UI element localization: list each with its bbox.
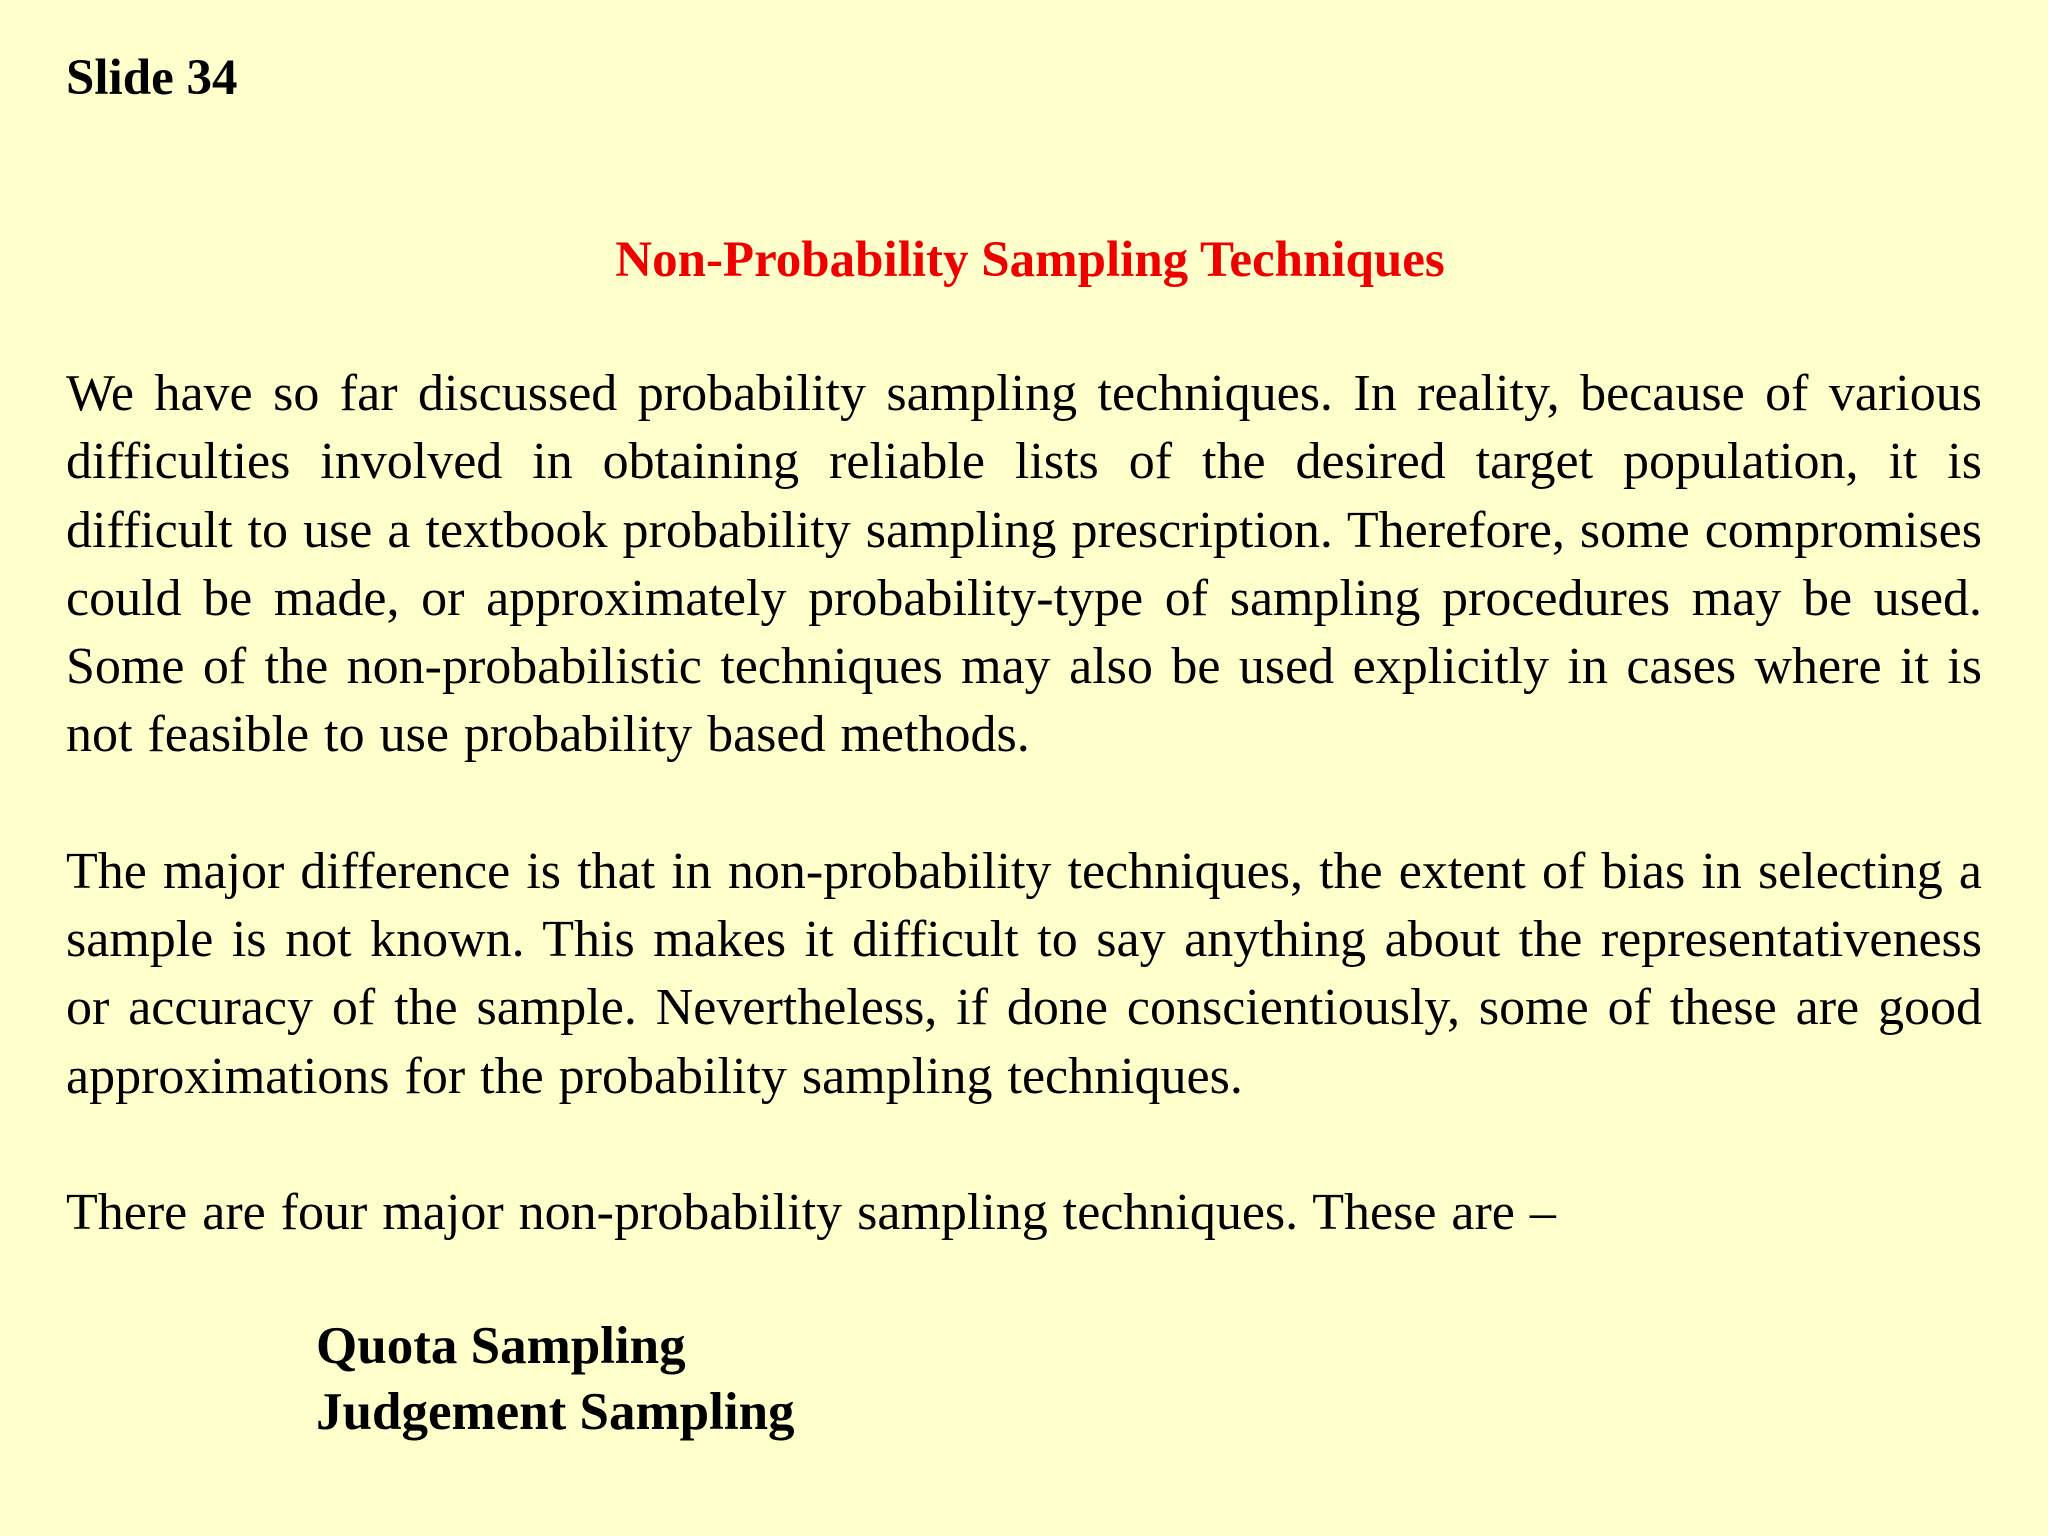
slide-title: Non-Probability Sampling Techniques: [615, 232, 1445, 288]
slide-number-label: Slide 34: [66, 50, 238, 106]
paragraph-major-difference: The major difference is that in non-probability techniques, the extent of bias in selecting a sample is not known. This makes it difficult to say anything about the representativeness or accuracy of the sample. Nevertheless, if done conscientiously, some of these are good approximations for the probability sampling techniques.: [66, 842, 1982, 1105]
techniques-list: [316, 1313, 1982, 1445]
paragraph-four-techniques: There are four major non-probability sampling techniques. These are –: [66, 1183, 1556, 1241]
technique-item-quota: Quota Sampling: [316, 1317, 686, 1376]
paragraph-intro: We have so far discussed probability sampling techniques. In reality, because of various difficulties involved in obtaining reliable lists of the desired target population, it is difficult to use a textbook probability sampling prescription. Therefore, some compromises could be made, or approximately probability-type of sampling procedures may be used. Some of the non-probabilistic techniques may also be used explicitly in cases where it is not feasible to use probability based methods.: [66, 365, 1982, 764]
technique-item-judgement: Judgement Sampling: [316, 1383, 795, 1442]
